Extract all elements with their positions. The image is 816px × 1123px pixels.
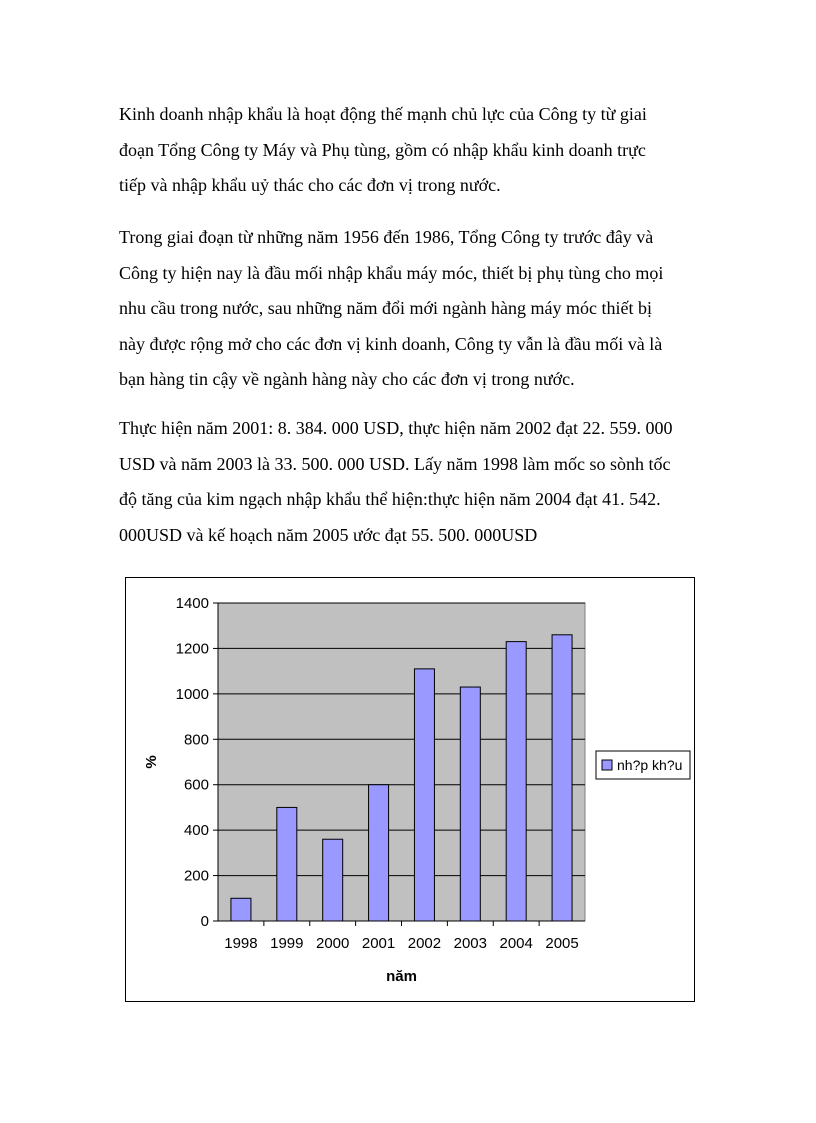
text-line: này được rộng mở cho các đơn vị kinh doanh, Công ty vẫn là đầu mối và là <box>119 333 663 354</box>
x-tick-label: 2005 <box>545 935 579 952</box>
plot-area <box>218 603 585 921</box>
y-axis-label: % <box>143 755 160 769</box>
y-tick-label: 1400 <box>175 595 209 612</box>
paragraph-2 <box>119 220 709 398</box>
legend-swatch <box>602 760 612 770</box>
text-line: USD và năm 2003 là 33. 500. 000 USD. Lấy năm 1998 làm mốc so sònh tốc <box>119 453 671 474</box>
y-tick-label: 800 <box>183 731 209 749</box>
text-line: bạn hàng tin cậy về ngành hàng này cho các đơn vị trong nước. <box>119 369 575 389</box>
bar-2004 <box>506 642 526 921</box>
x-tick-label: 2000 <box>316 935 350 952</box>
bar-2000 <box>323 839 343 921</box>
x-tick-label: 2004 <box>499 935 533 952</box>
text-line: Trong giai đoạn từ những năm 1956 đến 1986, Tổng Công ty trước đây và <box>119 227 654 247</box>
legend-label: nh?p kh?u <box>617 757 683 773</box>
text-line: tiếp và nhập khẩu uỷ thác cho các đơn vị trong nước. <box>119 175 501 195</box>
text-line: 000USD và kế hoạch năm 2005 ước đạt 55. 500. 000USD <box>119 524 538 545</box>
y-tick-label: 200 <box>183 867 209 885</box>
x-tick-label: 1998 <box>224 935 258 952</box>
x-tick-label: 1999 <box>270 935 304 952</box>
y-tick-label: 1000 <box>175 685 209 703</box>
text-line: Thực hiện năm 2001: 8. 384. 000 USD, thực hiện năm 2002 đạt 22. 559. 000 <box>119 418 673 438</box>
x-tick-label: 2001 <box>361 935 396 952</box>
bar-1998 <box>231 898 251 921</box>
text-line: Kinh doanh nhập khẩu là hoạt động thế mạnh chủ lực của Công ty từ giai <box>119 104 647 124</box>
text-line: độ tăng của kim ngạch nhập khẩu thể hiện:thực hiện năm 2004 đạt 41. 542. <box>119 489 661 509</box>
paragraph-3 <box>119 411 709 553</box>
y-tick-label: 400 <box>183 822 209 840</box>
bar-2005 <box>552 635 572 921</box>
x-tick-label: 2003 <box>453 935 487 952</box>
y-tick-label: 0 <box>200 913 209 930</box>
text-line: đoạn Tổng Công ty Máy và Phụ tùng, gồm có nhập khẩu kinh doanh trực <box>119 139 646 160</box>
bar-2003 <box>460 687 480 921</box>
bar-chart <box>126 578 694 1001</box>
x-tick-label: 2002 <box>407 935 442 952</box>
y-tick-label: 1200 <box>175 640 209 658</box>
y-tick-label: 600 <box>183 776 209 794</box>
bar-1999 <box>277 807 297 921</box>
bar-2001 <box>369 785 389 921</box>
paragraph-1 <box>119 97 709 204</box>
text-line: Công ty hiện nay là đầu mối nhập khẩu máy móc, thiết bị phụ tùng cho mọi <box>119 262 664 283</box>
bar-2002 <box>414 669 434 921</box>
text-line: nhu cầu trong nước, sau những năm đổi mới ngành hàng máy móc thiết bị <box>119 298 652 318</box>
chart-frame <box>125 577 695 1002</box>
x-axis-label: năm <box>386 968 417 985</box>
